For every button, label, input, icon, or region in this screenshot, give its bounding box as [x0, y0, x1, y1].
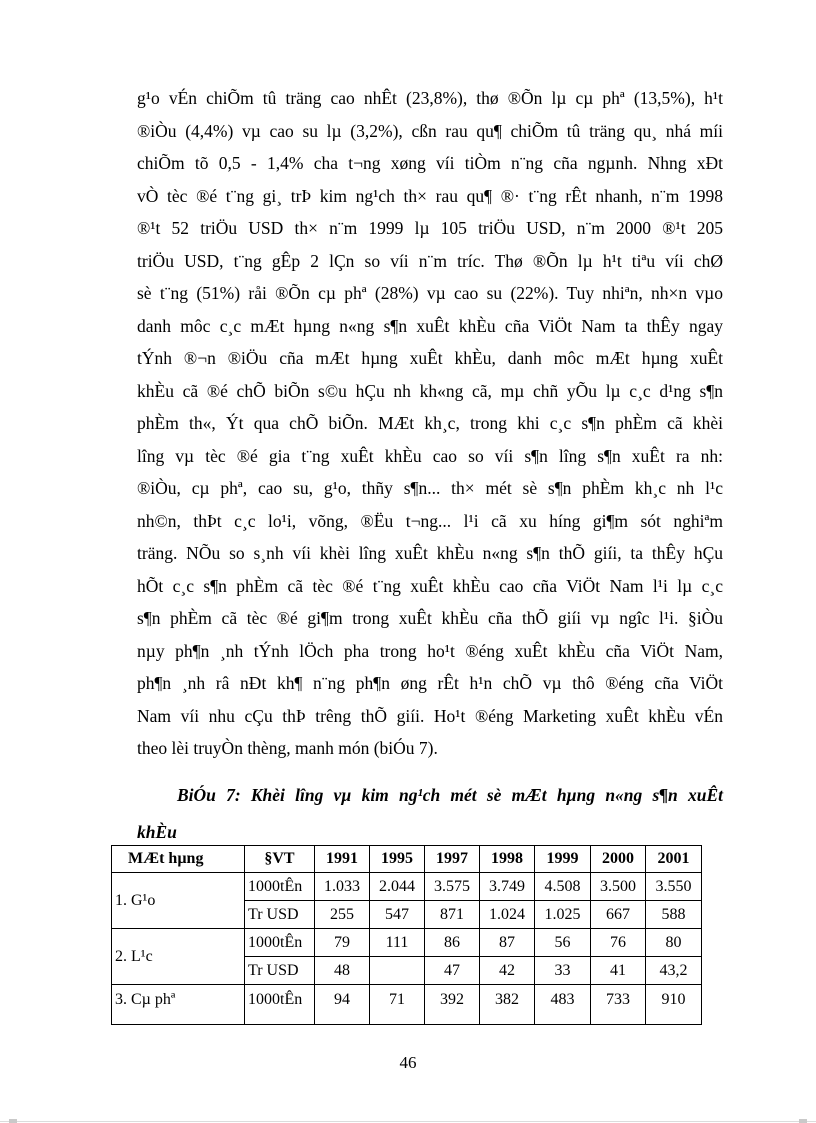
- page-number: 46: [399, 1053, 417, 1072]
- value-cell: 71: [370, 985, 425, 1025]
- value-cell: 41: [591, 957, 646, 985]
- unit-cell: 1000tÊn: [245, 985, 315, 1025]
- group-name-cell: 3. Cµ phª: [112, 985, 245, 1025]
- body-line: tÝnh ®¬n ®iÖu cña mÆt hµng xuÊt khÈu, danh môc mÆt hµng xuÊt: [137, 348, 723, 368]
- commodity-export-table: [111, 845, 702, 1025]
- value-cell: 1.024: [480, 901, 535, 929]
- table-row: [112, 985, 702, 1025]
- table-caption: [137, 777, 723, 851]
- unit-cell: 1000tÊn: [245, 873, 315, 901]
- table-caption-line: BiÓu 7: Khèi lîng vµ kim ng¹ch mét sè mÆt hµng n«ng s¶n xuÊt: [177, 785, 723, 805]
- body-line: g¹o vÉn chiÕm tû träng cao nhÊt (23,8%), thø ®Õn lµ cµ phª (13,5%), h¹t: [137, 88, 723, 108]
- col-header-year: 1991: [315, 846, 370, 873]
- body-line: ph¶n ¸nh râ nÐt kh¶ n¨ng ph¶n øng rÊt h¹n chÕ vµ thô ®éng cña ViÖt: [137, 673, 723, 693]
- body-line: phÈm th«, Ýt qua chÕ biÕn. MÆt kh¸c, trong khi c¸c s¶n phÈm cã khèi: [137, 413, 723, 433]
- value-cell: 79: [315, 929, 370, 957]
- value-cell: 76: [591, 929, 646, 957]
- col-header-year: 2000: [591, 846, 646, 873]
- body-line: ®iÒu, cµ phª, cao su, g¹o, thñy s¶n... th× mét sè s¶n phÈm kh¸c nh l¹c: [137, 478, 723, 498]
- body-line: Nam víi nhu cÇu thÞ trêng thÕ giíi. Ho¹t ®éng Marketing xuÊt khÈu vÉn: [137, 705, 723, 726]
- body-line: s¶n phÈm cã tèc ®é gi¶m trong xuÊt khÈu cña thÕ giíi vµ ngîc l¹i. §iÒu: [137, 608, 723, 628]
- value-cell: 43,2: [646, 957, 702, 985]
- value-cell: 33: [535, 957, 591, 985]
- value-cell: 910: [646, 985, 702, 1025]
- body-line: danh môc c¸c mÆt hµng n«ng s¶n xuÊt khÈu cña ViÖt Nam ta thÊy ngay: [137, 315, 723, 336]
- body-line: hÕt c¸c s¶n phÈm cã tèc ®é t¨ng xuÊt khÈu cao cña ViÖt Nam l¹i lµ c¸c: [137, 575, 723, 596]
- value-cell: 87: [480, 929, 535, 957]
- group-name-cell: 2. L¹c: [112, 929, 245, 985]
- page-edge-tick: [799, 1119, 807, 1123]
- body-line: sè t¨ng (51%) råi ®Õn cµ phª (28%) vµ cao su (22%). Tuy nhiªn, nh×n vµo: [137, 283, 723, 303]
- body-line: chiÕm tõ 0,5 - 1,4% cha t¬ng xøng víi tiÒm n¨ng cña ngµnh. Nhng xÐt: [137, 153, 723, 173]
- unit-cell: Tr USD: [245, 901, 315, 929]
- unit-cell: Tr USD: [245, 957, 315, 985]
- page-edge-line: [0, 1121, 816, 1122]
- table-row: [112, 929, 702, 957]
- body-line: vÒ tèc ®é t¨ng gi¸ trÞ kim ng¹ch th× rau qu¶ ®· t¨ng rÊt nhanh, n¨m 1998: [137, 185, 723, 206]
- table-header-row: [112, 846, 702, 873]
- value-cell: [370, 957, 425, 985]
- body-line: theo lèi truyÒn thèng, manh món (biÓu 7).: [137, 738, 438, 758]
- body-line: khÈu cã ®é chÕ biÕn s©u hÇu nh kh«ng cã, mµ chñ yÕu lµ c¸c d¹ng s¶n: [137, 380, 723, 401]
- body-line: träng. NÕu so s¸nh víi khèi lîng xuÊt khÈu n«ng s¶n thÕ giíi, ta thÊy hÇu: [137, 543, 723, 563]
- value-cell: 255: [315, 901, 370, 929]
- col-header-unit: §VT: [245, 846, 315, 873]
- value-cell: 3.550: [646, 873, 702, 901]
- body-line: lîng vµ tèc ®é gia t¨ng xuÊt khÈu cao so víi s¶n lîng s¶n xuÊt ra nh:: [137, 445, 723, 466]
- value-cell: 3.575: [425, 873, 480, 901]
- value-cell: 86: [425, 929, 480, 957]
- body-line: ®¹t 52 triÖu USD th× n¨m 1999 lµ 105 triÖu USD, n¨m 2000 ®¹t 205: [137, 218, 723, 238]
- value-cell: 392: [425, 985, 480, 1025]
- page-edge-tick: [9, 1119, 17, 1123]
- value-cell: 48: [315, 957, 370, 985]
- value-cell: 667: [591, 901, 646, 929]
- value-cell: 42: [480, 957, 535, 985]
- body-line: nh©n, thÞt c¸c lo¹i, võng, ®Ëu t¬ng... l¹i cã xu híng gi¶m sót nghiªm: [137, 510, 723, 531]
- value-cell: 547: [370, 901, 425, 929]
- body-line: nµy ph¶n ¸nh tÝnh lÖch pha trong ho¹t ®éng xuÊt khÈu cña ViÖt Nam,: [137, 640, 723, 661]
- value-cell: 111: [370, 929, 425, 957]
- value-cell: 47: [425, 957, 480, 985]
- col-header-year: 1999: [535, 846, 591, 873]
- value-cell: 56: [535, 929, 591, 957]
- value-cell: 588: [646, 901, 702, 929]
- body-line: ®iÒu (4,4%) vµ cao su lµ (3,2%), cßn rau qu¶ chiÕm tû träng qu¸ nhá míi: [137, 120, 723, 141]
- value-cell: 483: [535, 985, 591, 1025]
- value-cell: 80: [646, 929, 702, 957]
- group-name-cell: 1. G¹o: [112, 873, 245, 929]
- value-cell: 2.044: [370, 873, 425, 901]
- col-header-year: 2001: [646, 846, 702, 873]
- value-cell: 94: [315, 985, 370, 1025]
- value-cell: 4.508: [535, 873, 591, 901]
- value-cell: 1.033: [315, 873, 370, 901]
- body-line: triÖu USD, t¨ng gÊp 2 lÇn so víi n¨m tríc. Thø ®Õn lµ h¹t tiªu víi chØ: [137, 250, 723, 271]
- value-cell: 871: [425, 901, 480, 929]
- table-caption-line: khÈu: [137, 822, 177, 842]
- value-cell: 1.025: [535, 901, 591, 929]
- unit-cell: 1000tÊn: [245, 929, 315, 957]
- table-row: [112, 873, 702, 901]
- col-header-year: 1995: [370, 846, 425, 873]
- value-cell: 733: [591, 985, 646, 1025]
- col-header-year: 1998: [480, 846, 535, 873]
- value-cell: 382: [480, 985, 535, 1025]
- col-header-year: 1997: [425, 846, 480, 873]
- value-cell: 3.749: [480, 873, 535, 901]
- body-text: [137, 82, 723, 765]
- value-cell: 3.500: [591, 873, 646, 901]
- col-header-item: MÆt hµng: [112, 846, 245, 873]
